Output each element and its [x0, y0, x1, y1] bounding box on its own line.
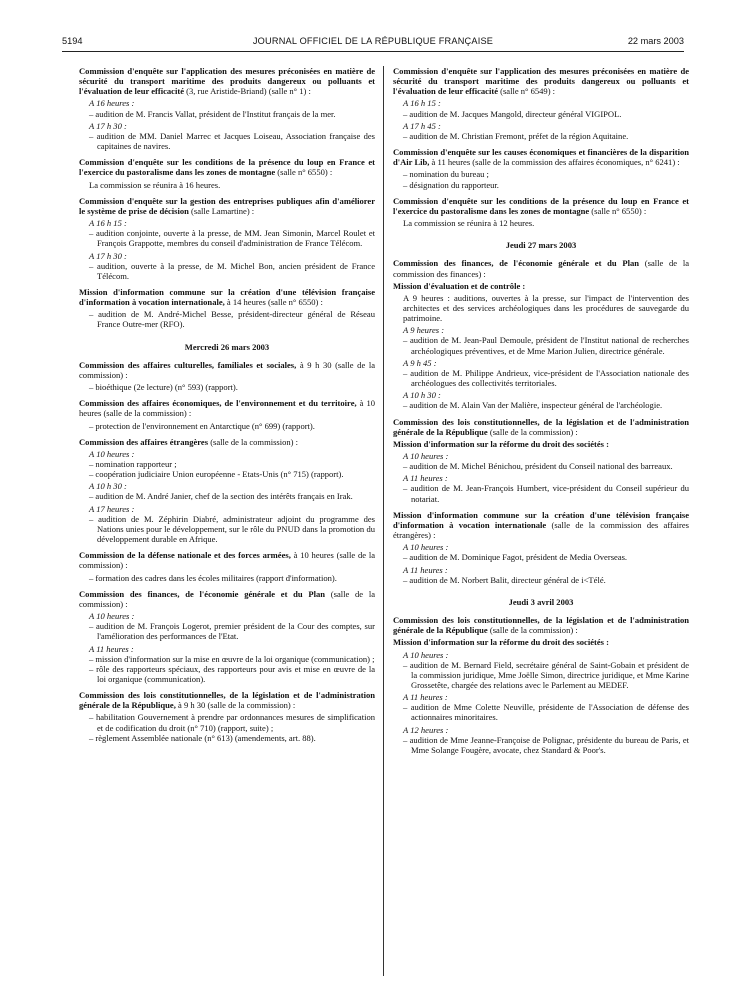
committee-name: Commission des affaires culturelles, familiales et sociales, — [79, 359, 297, 370]
agenda-block — [79, 157, 375, 189]
committee-name: Mission d'information commune sur la création d'une télévision française d'information à vocation internationale, — [79, 286, 375, 308]
committee-details: à 14 heures (salle n° 6550) : — [224, 297, 323, 308]
session-time: A 10 heures : — [403, 451, 449, 461]
committee-name: Commission des finances, de l'économie générale et du Plan — [79, 588, 326, 599]
agenda-item: – rôle des rapporteurs spéciaux, des rapporteurs pour avis et mise en œuvre de la loi organique (communication). — [89, 663, 375, 684]
session-time: A 9 h 45 : — [403, 357, 437, 368]
agenda-item: – nomination du bureau ; — [403, 169, 489, 180]
committee-details: à 9 h 30 (salle de la commission) : — [79, 359, 375, 380]
agenda-block — [79, 287, 375, 330]
session-time: A 17 h 30 : — [89, 250, 127, 261]
day-heading: Mercredi 26 mars 2003 — [184, 341, 270, 352]
agenda-block — [79, 690, 375, 743]
agenda-block — [79, 589, 375, 684]
agenda-item: – audition de M. François Logerot, premier président de la Cour des comptes, sur l'amélioration des performances de l'Etat. — [89, 621, 375, 642]
committee-heading — [79, 550, 375, 570]
agenda-block — [79, 437, 375, 545]
agenda-item: – audition de M. Jacques Mangold, directeur général VIGIPOL. — [403, 108, 622, 119]
column-divider — [383, 66, 384, 976]
committee-heading — [79, 690, 375, 710]
committee-heading — [79, 287, 375, 307]
committee-name: Commission d'enquête sur l'application des mesures préconisées en matière de sécurité du transport maritime des produits dangereux ou polluants et l'évaluation de leur efficacité — [393, 66, 689, 97]
session-time: A 10 heures : — [89, 611, 135, 622]
committee-name: Commission des lois constitutionnelles, de la législation et de l'administration générale de la République, — [79, 690, 375, 711]
committee-heading — [79, 437, 375, 447]
committee-heading — [79, 589, 375, 609]
agenda-block — [79, 196, 375, 281]
agenda-block — [79, 550, 375, 582]
agenda-item: – audition de M. André-Michel Besse, président-directeur général de Réseau France Outre-mer (RFO). — [89, 309, 375, 330]
left-column — [79, 66, 375, 749]
agenda-item: – audition de M. Philippe Andrieux, vice-président de l'Association nationale des archéologues des collectivités territoriales. — [403, 367, 689, 389]
committee-name: Commission de la défense nationale et des forces armées, — [79, 550, 291, 561]
committee-details: (3, rue Aristide-Briand) (salle n° 1) : — [184, 86, 311, 97]
committee-heading — [393, 66, 689, 96]
agenda-item: – audition conjointe, ouverte à la presse, de MM. Jean Simonin, Marcel Roulet et François Grappotte, membres du conseil d'administration de France Télécom. — [89, 228, 375, 249]
committee-heading — [393, 147, 689, 167]
agenda-item: – protection de l'environnement en Antarctique (n° 699) (rapport). — [89, 420, 315, 431]
day-heading: Jeudi 3 avril 2003 — [508, 596, 574, 607]
session-time: A 16 heures : — [89, 98, 135, 109]
committee-name: Commission d'enquête sur l'application des mesures préconisées en matière de sécurité du transport maritime des produits dangereux ou polluants et l'évaluation de leur efficacité — [79, 66, 375, 97]
session-time: A 11 heures : — [89, 643, 134, 654]
sub-mission-heading — [393, 637, 689, 647]
committee-details: à 10 heures (salle de la commission) : — [79, 398, 375, 419]
agenda-item: – mission d'information sur la mise en œuvre de la loi organique (communication) ; — [89, 653, 375, 664]
committee-heading — [79, 157, 375, 177]
committee-details: à 9 h 30 (salle de la commission) : — [175, 700, 296, 711]
agenda-item: – audition de M. Zéphirin Diabré, administrateur adjoint du programme des Nations unies pour le développement, sur le rôle du PNUD dans la promotion du développement durable en Afrique. — [89, 513, 375, 545]
agenda-item: – nomination rapporteur ; — [89, 459, 177, 469]
committee-name: Commission d'enquête sur les causes économiques et financières de la disparition d'Air Lib, — [393, 147, 689, 168]
agenda-item: – audition de M. Dominique Fagot, président de Media Overseas. — [403, 552, 628, 563]
committee-heading — [393, 417, 689, 437]
session-time: A 10 heures : — [403, 542, 449, 553]
committee-name: Commission des lois constitutionnelles, de la législation et de l'administration générale de la République — [393, 416, 689, 437]
session-time: A 11 heures : — [403, 564, 448, 575]
session-time: A 17 h 30 : — [89, 120, 127, 131]
session-note: La commission se réunira à 12 heures. — [403, 218, 535, 229]
committee-details: (salle Lamartine) : — [188, 205, 255, 216]
day-heading: Jeudi 27 mars 2003 — [505, 240, 577, 251]
agenda-block — [79, 398, 375, 430]
agenda-item: – audition de M. Jean-Paul Demoule, président de l'Institut national de recherches archéologiques préventives, et de Mme Marion Julien, directrice générale. — [403, 335, 689, 356]
page-header — [62, 36, 684, 50]
right-column — [393, 66, 689, 761]
committee-heading — [393, 615, 689, 635]
committee-name: Commission des finances, de l'économie générale et du Plan — [393, 258, 640, 269]
agenda-item: – audition de M. Norbert Balit, directeur général de i<Télé. — [403, 574, 606, 585]
agenda-block — [393, 258, 689, 410]
committee-heading — [393, 258, 689, 278]
header-rule — [62, 51, 684, 52]
agenda-item: – coopération judiciaire Union européenne - Etats-Unis (n° 715) (rapport). — [89, 469, 344, 480]
committee-heading — [79, 360, 375, 380]
sub-mission-name: Mission d'évaluation et de contrôle : — [393, 280, 526, 291]
session-time: A 11 heures : — [403, 473, 448, 484]
agenda-item: – audition de MM. Daniel Marrec et Jacques Loiseau, Association française des capitaines de navires. — [89, 130, 375, 152]
agenda-item: – bioéthique (2e lecture) (n° 593) (rapport). — [89, 382, 238, 393]
agenda-block — [393, 196, 689, 228]
agenda-block — [79, 66, 375, 151]
agenda-block — [393, 66, 689, 141]
agenda-block — [393, 510, 689, 585]
session-time: A 9 heures : — [403, 325, 445, 336]
committee-details: à 10 heures (salle de la commission) : — [79, 550, 375, 571]
session-time: A 16 h 15 : — [89, 218, 127, 229]
committee-name: Commission d'enquête sur les conditions de la présence du loup en France et l'exercice du pastoralisme dans les zones de montagne — [393, 195, 689, 216]
committee-name: Commission d'enquête sur les conditions de la présence du loup en France et l'exercice du pastoralisme dans les zones de montagne — [79, 157, 375, 178]
session-time: A 17 heures : — [89, 503, 135, 514]
committee-details: (salle de la commission) : — [487, 625, 578, 636]
agenda-item: – audition de M. Christian Fremont, préfet de la région Aquitaine. — [403, 130, 629, 141]
committee-name: Mission d'information commune sur la création d'une télévision française d'information à vocation internationale — [393, 509, 689, 530]
committee-details: à 11 heures (salle de la commission des affaires économiques, n° 6241) : — [429, 157, 680, 168]
agenda-item: – formation des cadres dans les écoles militaires (rapport d'information). — [89, 572, 337, 583]
committee-heading — [393, 510, 689, 540]
agenda-item: – désignation du rapporteur. — [403, 179, 499, 190]
journal-title: JOURNAL OFFICIEL DE LA RÉPUBLIQUE FRANÇAISE — [252, 36, 494, 46]
agenda-item: – audition de M. Francis Vallat, président de l'Institut français de la mer. — [89, 108, 336, 119]
committee-heading — [79, 398, 375, 418]
committee-details: (salle n° 6550) : — [589, 205, 647, 216]
sub-mission-heading — [393, 439, 689, 449]
agenda-item: – audition de M. André Janier, chef de la section des intérêts français en Irak. — [89, 491, 353, 502]
session-note: La commission se réunira à 16 heures. — [89, 179, 221, 190]
committee-name: Commission des lois constitutionnelles, de la législation et de l'administration générale de la République — [393, 615, 689, 636]
agenda-item: – audition de M. Alain Van der Malière, inspecteur général de l'archéologie. — [403, 400, 663, 411]
committee-details: (salle n° 6550) : — [275, 167, 333, 178]
session-note: A 9 heures : auditions, ouvertes à la presse, sur l'impact de l'intervention des architectes et des services archéologiques dans les procédures de sauvegarde du patrimoine. — [403, 292, 689, 324]
committee-details: (salle de la commission des finances) : — [393, 258, 689, 279]
agenda-item: – audition de Mme Colette Neuville, présidente de l'Association de défense des actionnaires minoritaires. — [403, 702, 689, 723]
sub-mission-name: Mission d'information sur la réforme du droit des sociétés : — [393, 637, 609, 648]
page-number: 5194 — [62, 36, 83, 46]
agenda-item: – audition de M. Bernard Field, secrétaire général de Saint-Gobain et président de la commission juridique, Mme Joëlle Simon, directrice juridique, et Mme Karine Grossetête, chargée des relations avec le Parlement au MEDEF. — [403, 659, 689, 690]
issue-date: 22 mars 2003 — [627, 36, 684, 46]
committee-name: Commission des affaires étrangères — [79, 436, 209, 447]
agenda-item: – règlement Assemblée nationale (n° 613) (amendements, art. 88). — [89, 732, 316, 743]
committee-details: (salle de la commission des affaires étrangères) : — [393, 519, 690, 541]
committee-details: (salle de la commission) : — [487, 426, 578, 437]
committee-details: (salle de la commission) : — [79, 588, 375, 609]
committee-heading — [79, 66, 375, 96]
committee-details: (salle n° 6549) : — [498, 86, 556, 97]
sub-mission-heading — [393, 281, 689, 291]
agenda-block — [393, 147, 689, 190]
committee-name: Commission des affaires économiques, de l'environnement et du territoire, — [79, 398, 357, 409]
session-time: A 10 h 30 : — [403, 390, 441, 401]
agenda-item: – audition de Mme Jeanne-Françoise de Polignac, présidente du bureau de Paris, et Mme Solange Fougère, avocate, chez Standard & Poor's. — [403, 734, 689, 755]
committee-name: Commission d'enquête sur la gestion des entreprises publiques afin d'améliorer le système de prise de décision — [79, 195, 375, 216]
committee-heading — [79, 196, 375, 216]
agenda-block — [393, 615, 689, 755]
session-time: A 17 h 45 : — [403, 120, 441, 131]
agenda-item: – audition de M. Michel Bénichou, président du Conseil national des barreaux. — [403, 461, 673, 472]
committee-details: (salle de la commission) : — [208, 436, 299, 447]
agenda-block — [393, 417, 689, 504]
session-time: A 11 heures : — [403, 692, 448, 703]
agenda-item: – audition de M. Jean-François Humbert, vice-président du Conseil supérieur du notariat. — [403, 483, 689, 504]
session-time: A 10 heures : — [403, 649, 449, 660]
session-time: A 10 heures : — [89, 448, 135, 459]
agenda-item: – audition, ouverte à la presse, de M. Michel Bon, ancien président de France Télécom. — [89, 260, 375, 281]
agenda-block — [79, 360, 375, 392]
session-time: A 10 h 30 : — [89, 481, 127, 492]
session-time: A 12 heures : — [403, 724, 449, 735]
session-time: A 16 h 15 : — [403, 98, 441, 109]
sub-mission-name: Mission d'information sur la réforme du droit des sociétés : — [393, 438, 609, 449]
committee-heading — [393, 196, 689, 216]
agenda-item: – habilitation Gouvernement à prendre par ordonnances mesures de simplification et de codification du droit (n° 710) (rapport, suite) ; — [89, 712, 375, 733]
